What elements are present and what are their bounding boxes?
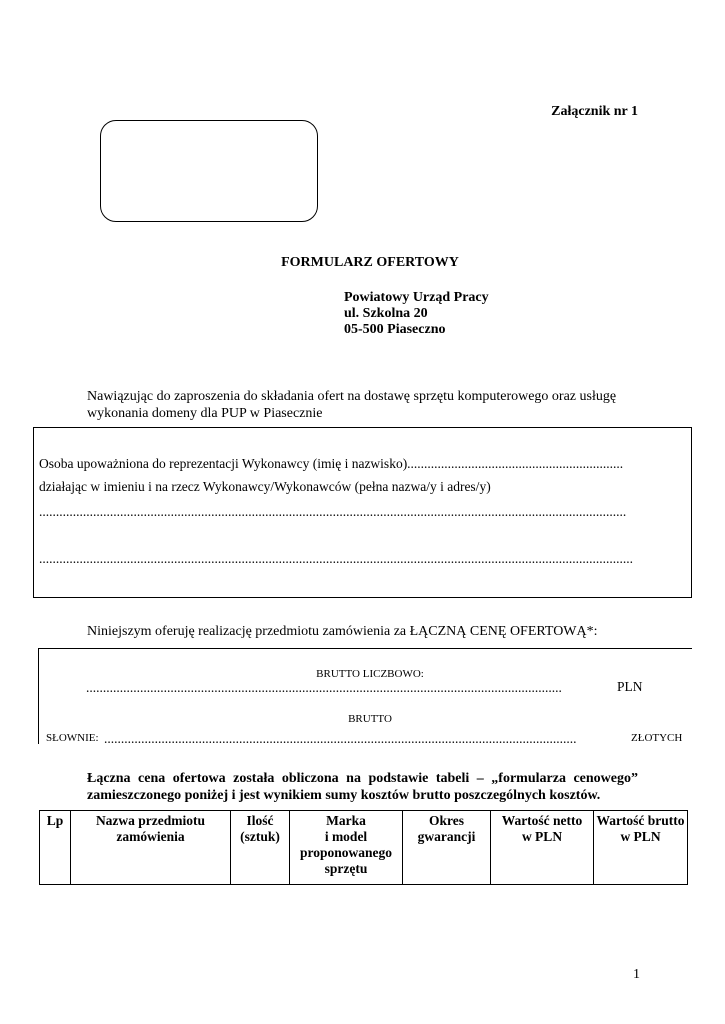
gross-numeric-field[interactable]: ............................................................................................................................................. bbox=[86, 680, 562, 695]
column-quantity-line2: (sztuk) bbox=[240, 829, 280, 844]
column-item-name bbox=[71, 811, 231, 885]
summary-paragraph: Łączna cena ofertowa została obliczona na podstawie tabeli – „formularza cenowego” zamieszczonego poniżej i jest wynikiem sumy kosztów brutto poszczególnych kosztów. bbox=[87, 771, 638, 803]
price-table bbox=[39, 810, 688, 885]
attachment-label: Załącznik nr 1 bbox=[551, 104, 638, 119]
column-net-value-line1: Wartość netto bbox=[501, 813, 583, 828]
intro-paragraph: Nawiązując do zaproszenia do składania ofert na dostawę sprzętu komputerowego oraz usługę wykonania domeny dla PUP w Piasecznie bbox=[87, 389, 617, 421]
contractor-address-field[interactable]: ................................................................................................................................................................................ bbox=[39, 551, 633, 566]
recipient-name: Powiatowy Urząd Pracy bbox=[344, 290, 489, 305]
column-gross-value-line1: Wartość brutto bbox=[596, 813, 685, 828]
column-model-line2: i model bbox=[324, 829, 368, 844]
column-model-line3: proponowanego bbox=[299, 845, 393, 860]
gross-label: BRUTTO bbox=[348, 713, 392, 725]
currency-label: PLN bbox=[617, 679, 643, 694]
price-table-header-row bbox=[40, 811, 688, 885]
column-gross-value bbox=[594, 811, 688, 885]
words-label: SŁOWNIE: bbox=[46, 732, 99, 744]
contractor-name-field[interactable]: .............................................................................................................................................................................. bbox=[39, 504, 627, 519]
price-box-left-border bbox=[38, 648, 39, 744]
column-item-name-line1: Nazwa przedmiotu bbox=[95, 813, 206, 828]
company-stamp-box bbox=[100, 120, 318, 222]
column-lp-label: Lp bbox=[46, 813, 64, 828]
gross-numeric-label: BRUTTO LICZBOWO: bbox=[316, 668, 424, 680]
column-warranty bbox=[403, 811, 491, 885]
price-box-top-border bbox=[38, 648, 692, 649]
words-currency-label: ZŁOTYCH bbox=[631, 732, 683, 744]
column-lp bbox=[40, 811, 71, 885]
column-item-name-line2: zamówienia bbox=[116, 829, 185, 844]
recipient-city: 05-500 Piaseczno bbox=[344, 322, 446, 337]
column-warranty-line2: gwarancji bbox=[417, 829, 476, 844]
column-gross-value-line2: w PLN bbox=[620, 829, 661, 844]
column-quantity-line1: Ilość bbox=[246, 813, 274, 828]
page-number: 1 bbox=[633, 967, 640, 982]
column-model-line1: Marka bbox=[326, 813, 366, 828]
form-title: FORMULARZ OFERTOWY bbox=[281, 255, 459, 270]
recipient-street: ul. Szkolna 20 bbox=[344, 306, 428, 321]
column-quantity bbox=[231, 811, 290, 885]
column-net-value-line2: w PLN bbox=[521, 829, 563, 844]
gross-words-field[interactable]: ............................................................................................................................................ bbox=[104, 731, 577, 746]
column-model-line4: sprzętu bbox=[324, 861, 368, 876]
column-net-value bbox=[491, 811, 594, 885]
column-model bbox=[290, 811, 403, 885]
contractor-acting-label: działając w imieniu i na rzecz Wykonawcy/Wykonawców (pełna nazwa/y i adres/y) bbox=[39, 479, 491, 494]
authorized-person-field[interactable]: Osoba upoważniona do reprezentacji Wykonawcy (imię i nazwisko)................................................................ bbox=[39, 456, 624, 471]
offer-intro: Niniejszym oferuję realizację przedmiotu zamówienia za ŁĄCZNĄ CENĘ OFERTOWĄ*: bbox=[87, 624, 598, 639]
column-warranty-line1: Okres bbox=[428, 813, 464, 828]
